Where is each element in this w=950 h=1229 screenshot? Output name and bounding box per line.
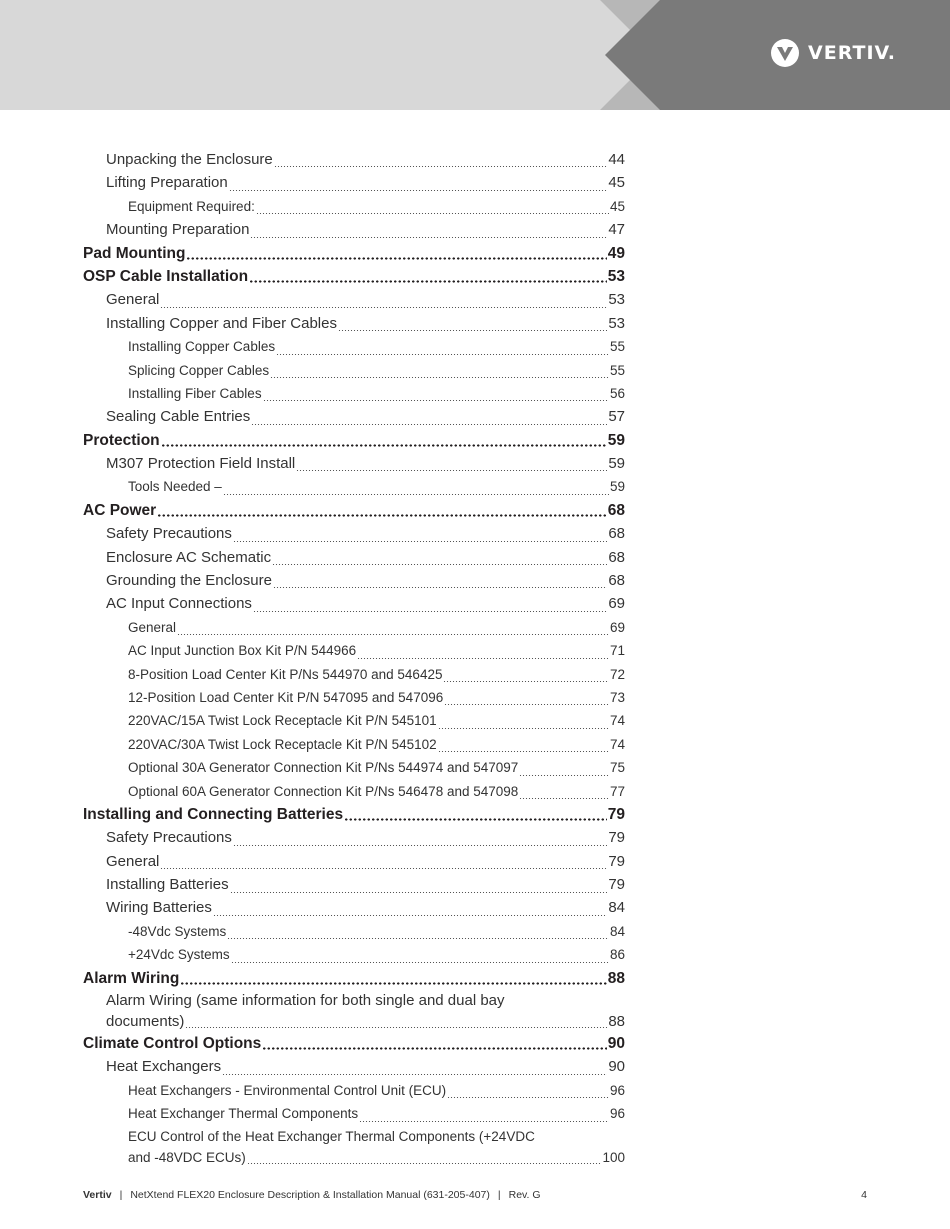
toc-entry-title: and -48VDC ECUs) bbox=[128, 1149, 246, 1165]
toc-entry[interactable] bbox=[83, 452, 625, 475]
dot-leader bbox=[230, 892, 608, 893]
toc-entry-page: 74 bbox=[609, 736, 625, 752]
page-footer bbox=[83, 1189, 867, 1201]
dot-leader bbox=[157, 514, 607, 517]
toc-entry-title: Optional 60A Generator Connection Kit P/Ns 546478 and 547098 bbox=[128, 783, 519, 799]
toc-entry-page: 59 bbox=[608, 455, 625, 473]
toc-entry[interactable] bbox=[83, 592, 625, 615]
dot-leader bbox=[180, 982, 606, 985]
toc-entry-page: 79 bbox=[608, 876, 625, 894]
toc-entry-title: Alarm Wiring bbox=[83, 969, 180, 987]
dot-leader bbox=[253, 611, 607, 612]
toc-entry[interactable] bbox=[83, 405, 625, 428]
toc-entry[interactable] bbox=[83, 1079, 625, 1102]
toc-entry[interactable] bbox=[83, 873, 625, 896]
toc-entry-title: -48Vdc Systems bbox=[128, 923, 227, 939]
dot-leader bbox=[270, 377, 609, 378]
toc-entry[interactable] bbox=[83, 850, 625, 873]
toc-entry-title: 220VAC/15A Twist Lock Receptacle Kit P/N 545101 bbox=[128, 713, 437, 729]
toc-entry-title: Sealing Cable Entries bbox=[106, 408, 251, 426]
page-header bbox=[0, 0, 950, 110]
dot-leader bbox=[177, 634, 609, 635]
toc-entry-page: 49 bbox=[607, 244, 625, 262]
toc-entry-title: Installing Copper and Fiber Cables bbox=[106, 314, 337, 332]
toc-entry[interactable] bbox=[83, 663, 625, 686]
toc-entry-page: 47 bbox=[608, 221, 625, 239]
toc-entry[interactable] bbox=[83, 171, 625, 194]
dot-leader bbox=[276, 354, 609, 355]
dot-leader bbox=[250, 237, 607, 238]
toc-entry[interactable] bbox=[83, 1102, 625, 1125]
footer-revision: Rev. G bbox=[508, 1189, 541, 1201]
toc-entry-page: 56 bbox=[609, 385, 625, 401]
toc-entry[interactable] bbox=[83, 756, 625, 779]
toc-entry[interactable] bbox=[83, 359, 625, 382]
logo-text: VERTIV. bbox=[808, 42, 896, 64]
toc-entry-page: 59 bbox=[609, 479, 625, 495]
dot-leader bbox=[262, 1047, 607, 1050]
toc-entry-title: OSP Cable Installation bbox=[83, 267, 249, 285]
toc-entry-title: General bbox=[106, 291, 160, 309]
toc-entry-page: 79 bbox=[607, 805, 625, 823]
toc-entry-title: General bbox=[106, 852, 160, 870]
toc-entry[interactable] bbox=[83, 312, 625, 335]
toc-entry-page: 86 bbox=[609, 947, 625, 963]
dot-leader bbox=[519, 798, 609, 799]
toc-entry-page: 88 bbox=[608, 1013, 625, 1031]
toc-entry-title: Heat Exchanger Thermal Components bbox=[128, 1106, 359, 1122]
dot-leader bbox=[273, 587, 607, 588]
toc-entry[interactable] bbox=[83, 686, 625, 709]
toc-entry-title: Pad Mounting bbox=[83, 244, 186, 262]
dot-leader bbox=[186, 257, 606, 260]
dot-leader bbox=[444, 704, 609, 705]
toc-entry-title: Installing Batteries bbox=[106, 876, 229, 894]
toc-entry-title: 8-Position Load Center Kit P/Ns 544970 and 546425 bbox=[128, 666, 443, 682]
toc-entry-page: 77 bbox=[609, 783, 625, 799]
dot-leader bbox=[249, 280, 607, 283]
toc-entry-page: 88 bbox=[607, 969, 625, 987]
dot-leader bbox=[213, 915, 607, 916]
dot-leader bbox=[447, 1097, 609, 1098]
toc-entry-title: Installing and Connecting Batteries bbox=[83, 805, 344, 823]
toc-entry[interactable] bbox=[83, 242, 625, 265]
toc-entry-title: Tools Needed – bbox=[128, 479, 222, 495]
toc-entry-page: 45 bbox=[609, 198, 625, 214]
toc-entry-title: Lifting Preparation bbox=[106, 174, 228, 192]
toc-entry-title: +24Vdc Systems bbox=[128, 947, 230, 963]
toc-entry-page: 45 bbox=[608, 174, 625, 192]
toc-entry-title: Enclosure AC Schematic bbox=[106, 548, 272, 566]
toc-entry-title: Heat Exchangers - Environmental Control Unit (ECU) bbox=[128, 1082, 447, 1098]
toc-entry-page: 57 bbox=[608, 408, 625, 426]
toc-entry[interactable] bbox=[83, 897, 625, 920]
toc-entry-title: Optional 30A Generator Connection Kit P/Ns 544974 and 547097 bbox=[128, 760, 519, 776]
toc-entry[interactable] bbox=[83, 569, 625, 592]
toc-entry-page: 75 bbox=[609, 760, 625, 776]
dot-leader bbox=[338, 330, 607, 331]
dot-leader bbox=[231, 962, 609, 963]
toc-entry[interactable] bbox=[83, 1032, 625, 1055]
dot-leader bbox=[357, 658, 609, 659]
toc-entry-page: 79 bbox=[608, 829, 625, 847]
table-of-contents bbox=[83, 148, 625, 1168]
toc-entry[interactable] bbox=[83, 499, 625, 522]
toc-entry-title: AC Input Junction Box Kit P/N 544966 bbox=[128, 643, 357, 659]
dot-leader bbox=[274, 166, 608, 167]
toc-entry-page: 69 bbox=[609, 619, 625, 635]
dot-leader bbox=[223, 494, 609, 495]
toc-entry[interactable] bbox=[83, 148, 625, 171]
dot-leader bbox=[160, 307, 607, 308]
toc-entry[interactable] bbox=[83, 990, 625, 1032]
toc-entry-title: 220VAC/30A Twist Lock Receptacle Kit P/N 545102 bbox=[128, 736, 437, 752]
toc-entry-page: 74 bbox=[609, 713, 625, 729]
toc-entry-title: Safety Precautions bbox=[106, 829, 232, 847]
dot-leader bbox=[438, 728, 609, 729]
dot-leader bbox=[256, 213, 609, 214]
dot-leader bbox=[160, 868, 607, 869]
dot-leader bbox=[438, 751, 609, 752]
toc-entry-title: Unpacking the Enclosure bbox=[106, 150, 273, 168]
toc-entry[interactable] bbox=[83, 546, 625, 569]
toc-entry-page: 55 bbox=[609, 362, 625, 378]
toc-entry-page: 84 bbox=[608, 899, 625, 917]
toc-entry-page: 72 bbox=[609, 666, 625, 682]
toc-entry-title: Protection bbox=[83, 431, 160, 449]
toc-entry-title: General bbox=[128, 619, 177, 635]
toc-entry-page: 68 bbox=[607, 501, 625, 519]
dot-leader bbox=[359, 1121, 609, 1122]
toc-entry[interactable] bbox=[83, 288, 625, 311]
toc-entry-title: Installing Fiber Cables bbox=[128, 385, 262, 401]
toc-entry[interactable] bbox=[83, 943, 625, 966]
toc-entry[interactable] bbox=[83, 335, 625, 358]
toc-entry-page: 90 bbox=[607, 1035, 625, 1053]
dot-leader bbox=[161, 444, 607, 447]
dot-leader bbox=[247, 1163, 602, 1164]
footer-doc-title: NetXtend FLEX20 Enclosure Description & Installation Manual (631-205-407) bbox=[130, 1189, 490, 1201]
toc-entry-title-line1: Alarm Wiring (same information for both single and dual bay bbox=[106, 992, 505, 1010]
toc-entry-title: Safety Precautions bbox=[106, 525, 232, 543]
toc-entry[interactable] bbox=[83, 382, 625, 405]
toc-entry[interactable] bbox=[83, 1126, 625, 1168]
toc-entry-page: 68 bbox=[608, 548, 625, 566]
toc-entry-page: 44 bbox=[608, 150, 625, 168]
toc-entry[interactable] bbox=[83, 195, 625, 218]
toc-entry-page: 96 bbox=[609, 1106, 625, 1122]
toc-entry[interactable] bbox=[83, 475, 625, 498]
toc-entry-page: 73 bbox=[609, 689, 625, 705]
toc-entry-page: 84 bbox=[609, 923, 625, 939]
footer-page-number: 4 bbox=[861, 1189, 867, 1201]
toc-entry[interactable] bbox=[83, 709, 625, 732]
toc-entry[interactable] bbox=[83, 733, 625, 756]
toc-entry[interactable] bbox=[83, 616, 625, 639]
toc-entry[interactable] bbox=[83, 780, 625, 803]
toc-entry[interactable] bbox=[83, 218, 625, 241]
toc-entry-title: 12-Position Load Center Kit P/N 547095 and 547096 bbox=[128, 689, 444, 705]
toc-entry[interactable] bbox=[83, 967, 625, 990]
toc-entry-page: 96 bbox=[609, 1082, 625, 1098]
dot-leader bbox=[519, 775, 609, 776]
toc-entry[interactable] bbox=[83, 803, 625, 826]
dot-leader bbox=[233, 541, 607, 542]
toc-entry[interactable] bbox=[83, 920, 625, 943]
toc-entry[interactable] bbox=[83, 1055, 625, 1078]
toc-entry[interactable] bbox=[83, 265, 625, 288]
toc-entry-page: 71 bbox=[609, 643, 625, 659]
toc-entry-title: Mounting Preparation bbox=[106, 221, 250, 239]
toc-entry[interactable] bbox=[83, 639, 625, 662]
toc-entry-page: 69 bbox=[608, 595, 625, 613]
toc-entry-title: Climate Control Options bbox=[83, 1035, 262, 1053]
toc-entry-title: AC Input Connections bbox=[106, 595, 252, 613]
vertiv-logo bbox=[770, 38, 896, 68]
toc-entry-title: Splicing Copper Cables bbox=[128, 362, 270, 378]
toc-entry-page: 79 bbox=[608, 852, 625, 870]
dot-leader bbox=[185, 1027, 607, 1028]
toc-entry-title: documents) bbox=[106, 1013, 185, 1031]
toc-entry-page: 59 bbox=[607, 431, 625, 449]
toc-entry-title: Wiring Batteries bbox=[106, 899, 212, 917]
toc-entry-page: 68 bbox=[608, 572, 625, 590]
toc-entry-page: 68 bbox=[608, 525, 625, 543]
toc-entry[interactable] bbox=[83, 826, 625, 849]
vertiv-logo-icon bbox=[770, 38, 800, 68]
toc-entry-title: AC Power bbox=[83, 501, 157, 519]
footer-brand: Vertiv bbox=[83, 1189, 112, 1201]
toc-entry-title: Grounding the Enclosure bbox=[106, 572, 272, 590]
footer-separator: | bbox=[119, 1189, 123, 1201]
toc-entry-title: Heat Exchangers bbox=[106, 1058, 222, 1076]
toc-entry-page: 100 bbox=[602, 1149, 625, 1165]
toc-entry-page: 53 bbox=[608, 314, 625, 332]
toc-entry[interactable] bbox=[83, 522, 625, 545]
toc-entry-page: 53 bbox=[607, 267, 625, 285]
dot-leader bbox=[233, 845, 607, 846]
dot-leader bbox=[296, 470, 607, 471]
toc-entry-title: Installing Copper Cables bbox=[128, 339, 276, 355]
dot-leader bbox=[222, 1074, 607, 1075]
toc-entry-page: 53 bbox=[608, 291, 625, 309]
dot-leader bbox=[251, 424, 607, 425]
footer-separator: | bbox=[497, 1189, 501, 1201]
dot-leader bbox=[227, 938, 609, 939]
toc-entry-title: Equipment Required: bbox=[128, 198, 255, 214]
dot-leader bbox=[263, 400, 609, 401]
dot-leader bbox=[229, 190, 608, 191]
toc-entry-title-line1: ECU Control of the Heat Exchanger Thermal Components (+24VDC bbox=[128, 1128, 535, 1144]
dot-leader bbox=[344, 818, 607, 821]
toc-entry-page: 55 bbox=[609, 339, 625, 355]
toc-entry[interactable] bbox=[83, 429, 625, 452]
toc-entry-page: 90 bbox=[608, 1058, 625, 1076]
dot-leader bbox=[272, 564, 607, 565]
toc-entry-title: M307 Protection Field Install bbox=[106, 455, 296, 473]
dot-leader bbox=[443, 681, 609, 682]
